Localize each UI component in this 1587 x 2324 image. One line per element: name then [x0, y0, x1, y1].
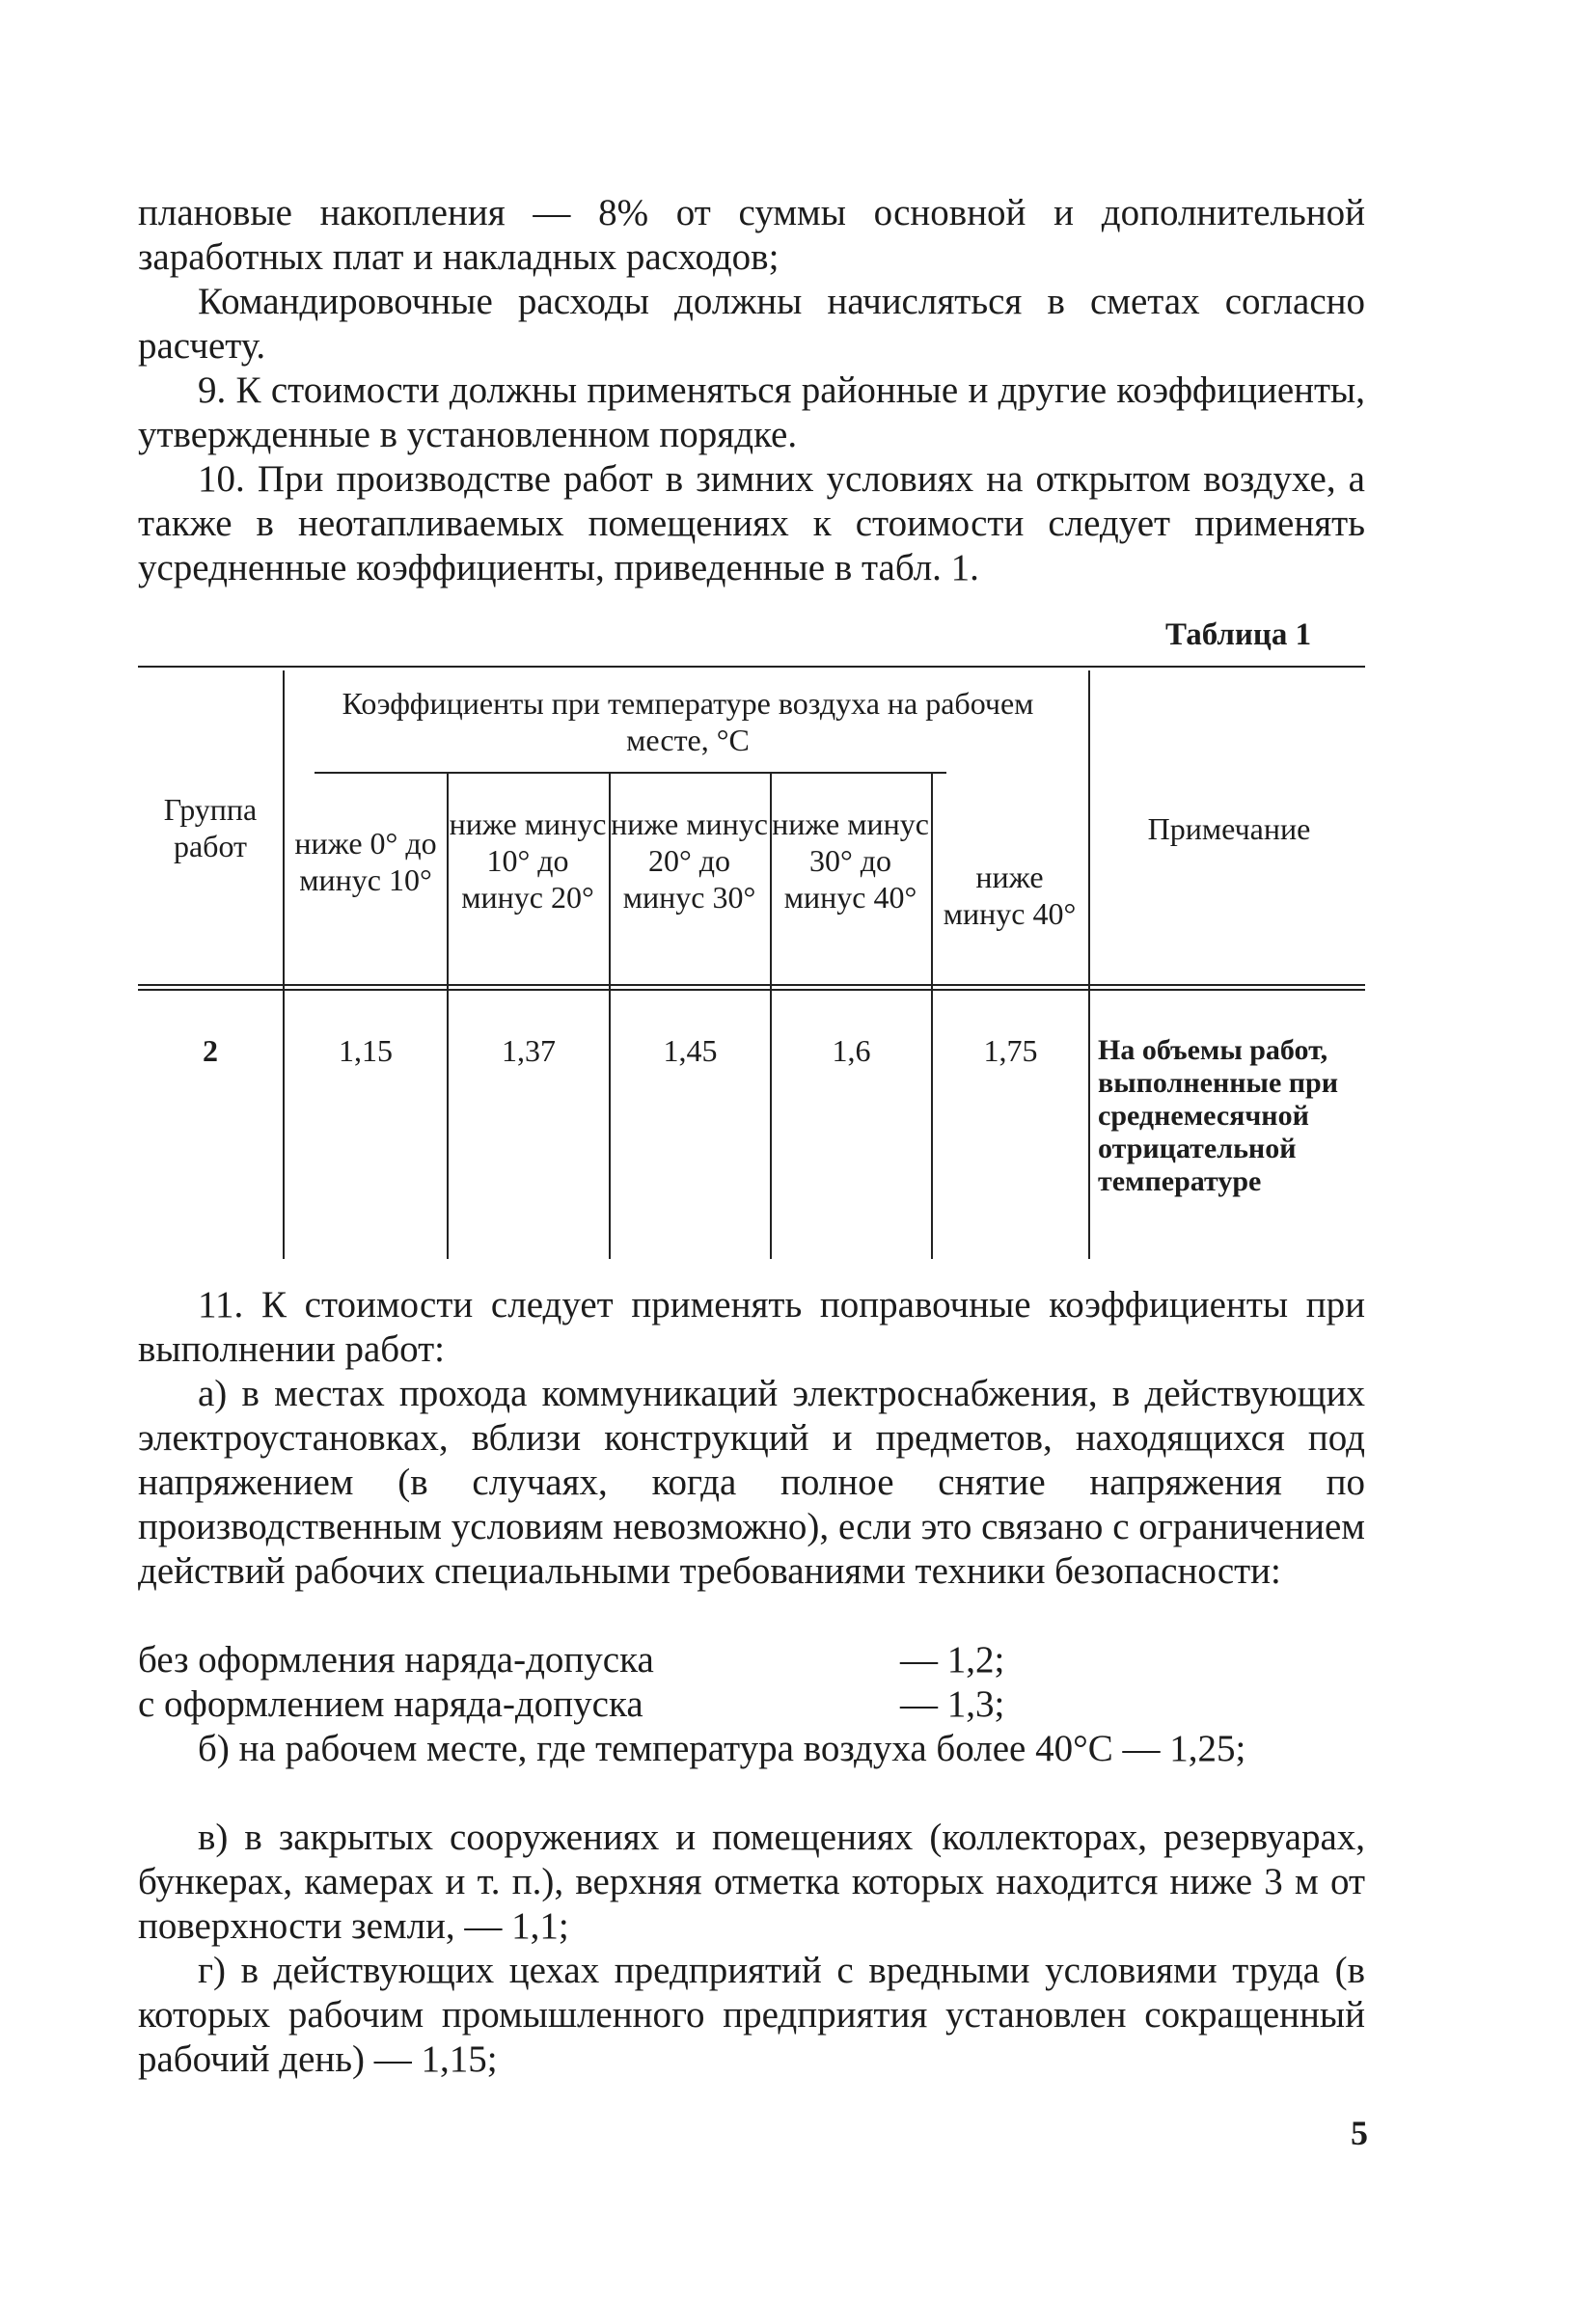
row-value-3: 1,45: [663, 1033, 718, 1068]
coefficients-table: [138, 666, 1365, 1264]
paragraph-11: 11. К стоимости следует применять поправочные коэффициенты при выполнении работ:: [138, 1284, 1365, 1370]
paragraph-11-b: б) на рабочем месте, где температура воздуха более 40°С — 1,25;: [198, 1728, 1246, 1769]
paragraph-11-a: а) в местах прохода коммуникаций электроснабжения, в действующих электроустановках, вблизи конструкций и предметов, находящихся под напряжением (в случаях, когда полное снятие напряжения по производственным условиям невозможно), если это связано с ограничением действий рабочих специальными требованиями техники безопасности:: [138, 1373, 1365, 1592]
subheader-5: ниже минус 40°: [943, 860, 1077, 931]
paragraph-travel-expenses: Командировочные расходы должны начисляться в сметах согласно расчету.: [138, 281, 1365, 367]
paragraph-11-v: в) в закрытых сооружениях и помещениях (коллекторах, резервуарах, бункерах, камерах и т. п.), верхняя отметка которых находится ниже 3 м от поверхности земли, — 1,1;: [138, 1817, 1365, 1947]
row-group: 2: [203, 1033, 218, 1068]
subheader-1: ниже 0° до минус 10°: [294, 826, 437, 897]
item-a1-value: — 1,2;: [900, 1639, 1005, 1681]
paragraph-10: 10. При производстве работ в зимних условиях на открытом воздухе, а также в неотапливаемых помещениях к стоимости следует применять усредненные коэффициенты, приведенные в табл. 1.: [138, 458, 1365, 588]
item-a2-value: — 1,3;: [900, 1683, 1005, 1725]
table-vline-5: [931, 774, 933, 1259]
table-top-rule: [138, 666, 1365, 668]
table-header-rule-2: [138, 989, 1365, 991]
row-note: На объемы работ, выполненные при среднемесячной отрицательной температуре: [1098, 1034, 1339, 1197]
paragraph-planned-savings: плановые накопления — 8% от суммы основной и дополнительной заработных плат и накладных расходов;: [138, 192, 1365, 278]
page-number: 5: [1351, 2114, 1368, 2152]
row-value-1: 1,15: [339, 1033, 393, 1068]
table-subheader-rule: [315, 772, 946, 774]
table-header-rule: [138, 984, 1365, 986]
item-a1-label: без оформления наряда-допуска: [138, 1639, 654, 1681]
table-vline-6: [1088, 670, 1090, 1259]
subheader-4: ниже минус 30° до минус 40°: [772, 807, 929, 915]
row-value-4: 1,6: [832, 1033, 871, 1068]
row-value-2: 1,37: [502, 1033, 556, 1068]
paragraph-11-g: г) в действующих цехах предприятий с вредными условиями труда (в которых рабочим промышленного предприятия установлен сокращенный рабочий день) — 1,15;: [138, 1950, 1365, 2080]
header-note: Примечание: [1147, 811, 1311, 846]
row-value-5: 1,75: [983, 1033, 1038, 1068]
item-a2-label: с оформлением наряда-допуска: [138, 1683, 643, 1725]
table-vline-1: [283, 670, 285, 1259]
header-coefficients: Коэффициенты при температуре воздуха на рабочем месте, °С: [342, 686, 1034, 757]
table-caption: Таблица 1: [1165, 617, 1312, 652]
paragraph-9: 9. К стоимости должны применяться районные и другие коэффициенты, утвержденные в установленном порядке.: [138, 369, 1365, 455]
subheader-3: ниже минус 20° до минус 30°: [611, 807, 768, 915]
header-group: Группа работ: [163, 792, 258, 863]
subheader-2: ниже минус 10° до минус 20°: [449, 807, 607, 915]
